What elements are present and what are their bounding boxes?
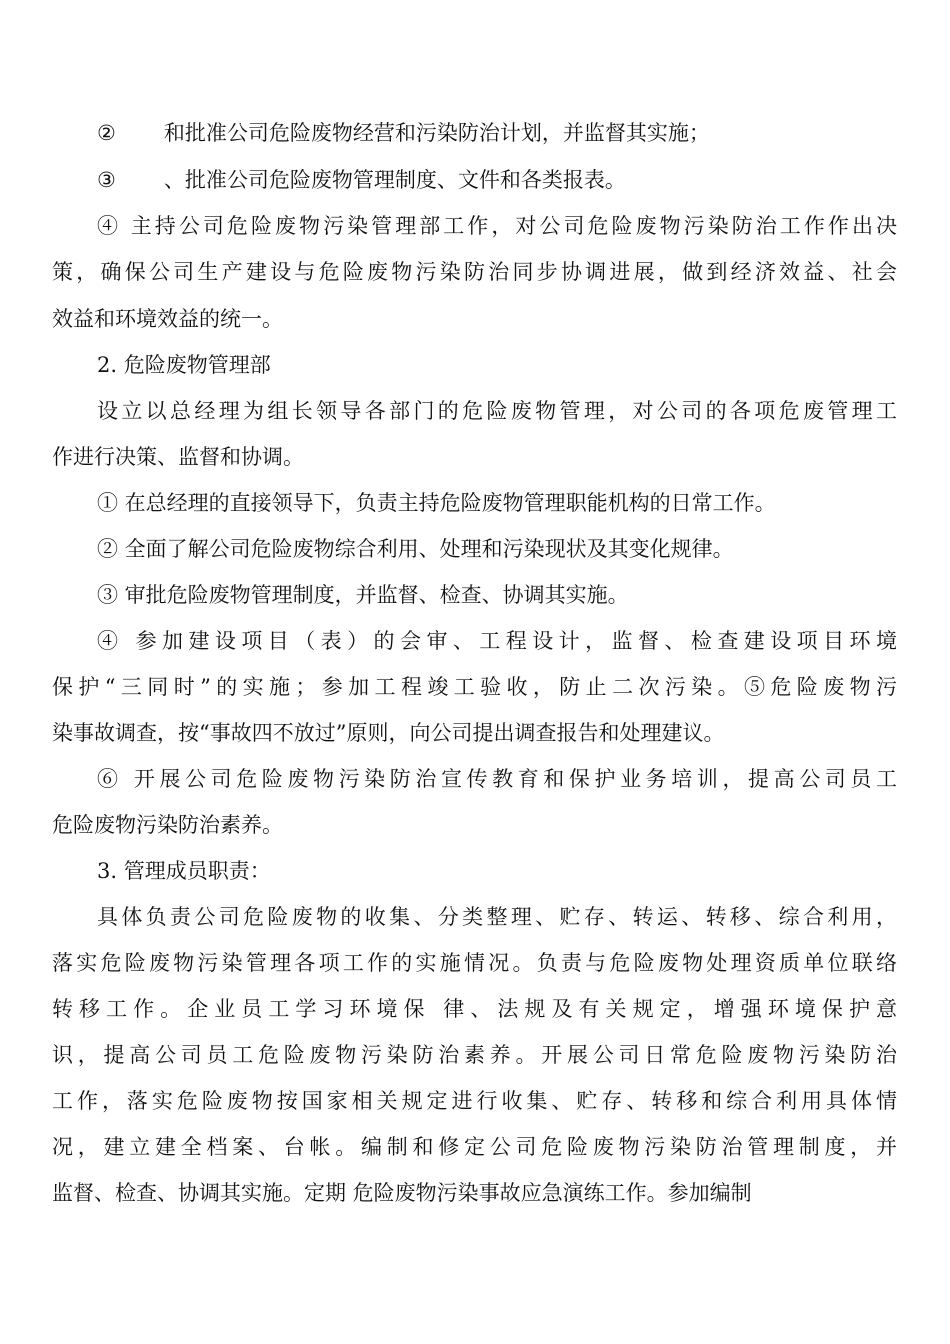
text-line: ① 在总经理的直接领导下，负责主持危险废物管理职能机构的日常工作。 <box>97 491 776 515</box>
text-line: 作进行决策、监督和协调。 <box>52 445 304 469</box>
text-line: ③ 审批危险废物管理制度，并监督、检查、协调其实施。 <box>97 583 629 607</box>
text-line: 落实危险废物污染管理各项工作的实施情况。负责与危险废物处理资质单位联络 <box>52 951 897 975</box>
text-line <box>97 166 626 194</box>
text-line: ④ 参加建设项目（表）的会审、工程设计，监督、检查建设项目环境 <box>97 629 897 653</box>
text-line: ⑥ 开展公司危险废物污染防治宣传教育和保护业务培训，提高公司员工 <box>97 767 897 791</box>
text-line: 染事故调查，按“事故四不放过”原则，向公司提出调查报告和处理建议。 <box>52 721 725 745</box>
text-line: 工作，落实危险废物按国家相关规定进行收集、贮存、转移和综合利用具体情 <box>52 1089 897 1113</box>
line-text: 和批准公司危险废物经营和污染防治计划，并监督其实施； <box>163 121 710 145</box>
text-line <box>97 119 710 147</box>
text-line: 监督、检查、协调其实施。定期 危险废物污染事故应急演练工作。参加编制 <box>52 1181 752 1205</box>
text-line: 识，提高公司员工危险废物污染防治素养。开展公司日常危险废物污染防治 <box>52 1043 897 1067</box>
line-text: 、批准公司危险废物管理制度、文件和各类报表。 <box>163 168 626 192</box>
section-heading: 3. 管理成员职责： <box>97 859 271 883</box>
text-line: ④ 主持公司危险废物污染管理部工作，对公司危险废物污染防治工作作出决 <box>97 214 897 238</box>
text-line: 危险废物污染防治素养。 <box>52 813 283 837</box>
text-line: 保护“三同时”的实施；参加工程竣工验收，防止二次污染。⑤危险废物污 <box>52 675 897 699</box>
text-line: 设立以总经理为组长领导各部门的危险废物管理，对公司的各项危废管理工 <box>97 399 897 423</box>
text-line: ② 全面了解公司危险废物综合利用、处理和污染现状及其变化规律。 <box>97 537 734 561</box>
text-line: 转移工作。企业员工学习环境保 律、法规及有关规定，增强环境保护意 <box>52 997 897 1021</box>
list-marker: ③ <box>97 168 116 192</box>
list-marker: ② <box>97 121 116 145</box>
text-line: 具体负责公司危险废物的收集、分类整理、贮存、转运、转移、综合利用， <box>97 905 897 929</box>
section-heading: 2. 危险废物管理部 <box>97 353 271 377</box>
text-line: 况，建立建全档案、台帐。编制和修定公司危险废物污染防治管理制度，并 <box>52 1135 897 1159</box>
text-line: 策，确保公司生产建设与危险废物污染防治同步协调进展，做到经济效益、社会 <box>52 260 897 284</box>
text-line: 效益和环境效益的统一。 <box>52 307 283 331</box>
